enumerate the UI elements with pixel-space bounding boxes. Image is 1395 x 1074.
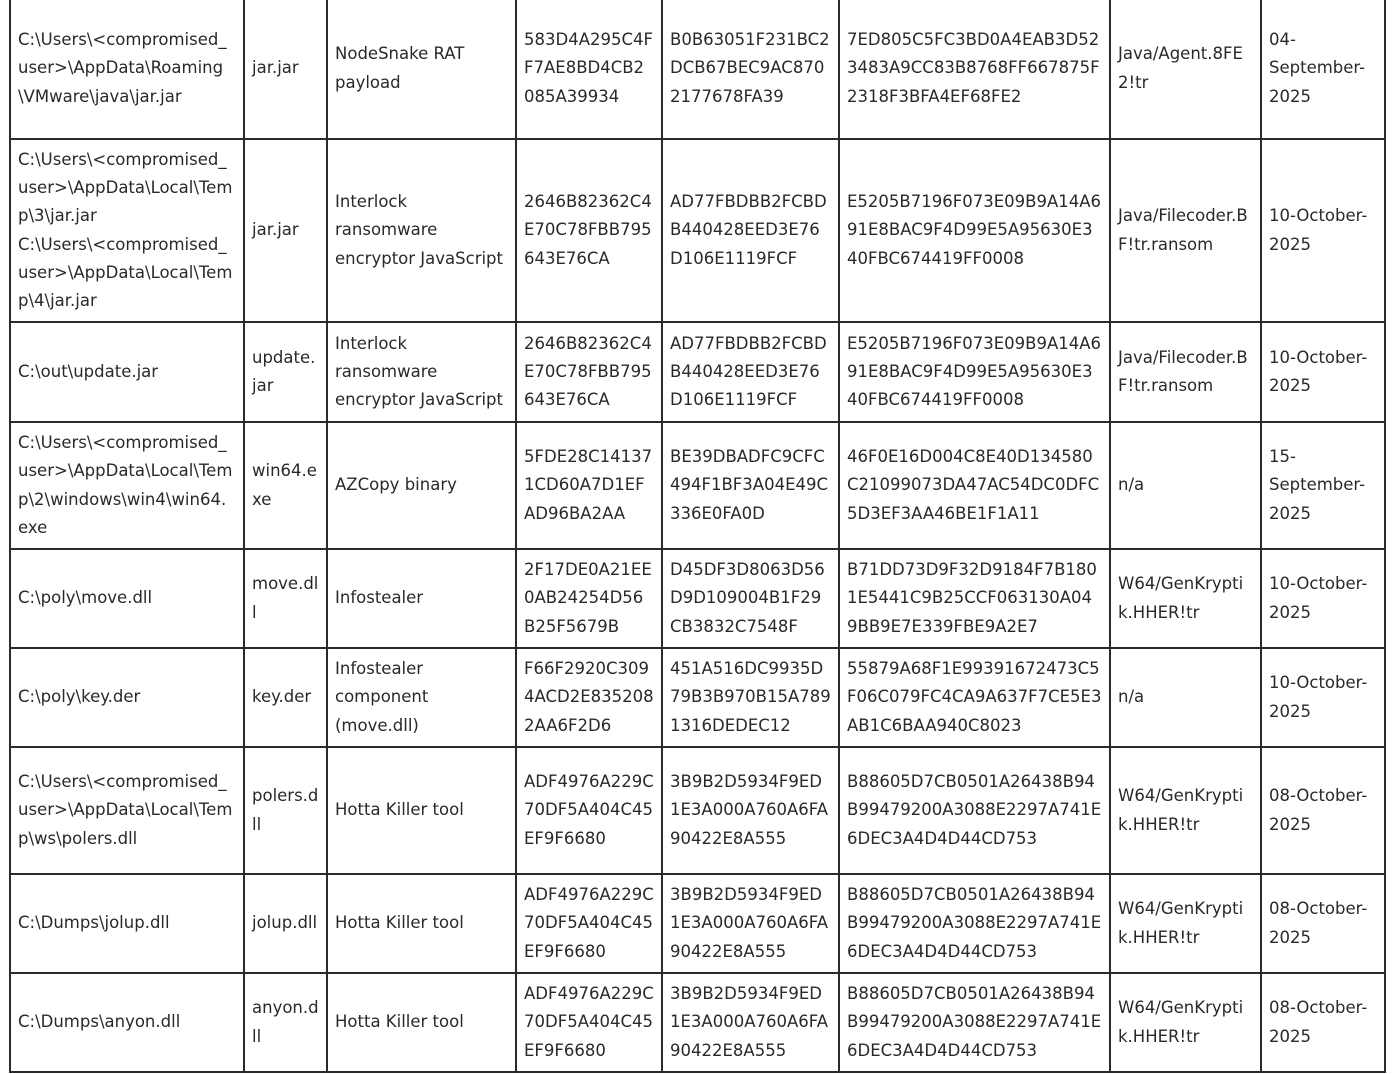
file-name-cell: anyon.dll xyxy=(244,973,327,1072)
description-cell: Interlock ransomware encryptor JavaScript xyxy=(327,139,516,322)
date-cell: 08-October-2025 xyxy=(1261,747,1385,874)
description-cell: Interlock ransomware encryptor JavaScript xyxy=(327,322,516,422)
sha256-hash-cell: 7ED805C5FC3BD0A4EAB3D523483A9CC83B8768FF667875F2318F3BFA4EF68FE2 xyxy=(839,0,1110,139)
detection-name-cell: W64/GenKryptik.HHER!tr xyxy=(1110,874,1261,973)
date-cell: 10-October-2025 xyxy=(1261,322,1385,422)
table-row xyxy=(10,422,1385,549)
sha1-hash-cell: 3B9B2D5934F9ED1E3A000A760A6FA90422E8A555 xyxy=(662,747,839,874)
md5-hash-cell: 2646B82362C4E70C78FBB795643E76CA xyxy=(516,322,662,422)
description-cell: Infostealer component (move.dll) xyxy=(327,648,516,747)
detection-name-cell: n/a xyxy=(1110,648,1261,747)
file-path: C:\Users\<compromised_user>\AppData\Local\Temp\3\jar.jar xyxy=(18,149,233,226)
table-row xyxy=(10,322,1385,422)
date-cell: 10-October-2025 xyxy=(1261,648,1385,747)
table-row xyxy=(10,0,1385,139)
description-cell: Hotta Killer tool xyxy=(327,874,516,973)
md5-hash-cell: 2F17DE0A21EE0AB24254D56B25F5679B xyxy=(516,549,662,648)
file-path: C:\Users\<compromised_user>\AppData\Roaming\VMware\java\jar.jar xyxy=(18,30,227,106)
file-name-cell: polers.dll xyxy=(244,747,327,874)
file-path-cell xyxy=(10,973,244,1072)
file-name-cell: update.jar xyxy=(244,322,327,422)
md5-hash-cell: F66F2920C3094ACD2E8352082AA6F2D6 xyxy=(516,648,662,747)
table-row xyxy=(10,747,1385,874)
file-path: C:\Users\<compromised_user>\AppData\Local\Temp\ws\polers.dll xyxy=(18,772,233,848)
detection-name-cell: W64/GenKryptik.HHER!tr xyxy=(1110,747,1261,874)
file-path: C:\Users\<compromised_user>\AppData\Local\Temp\4\jar.jar xyxy=(18,234,233,310)
file-path-cell xyxy=(10,648,244,747)
sha256-hash-cell: B88605D7CB0501A26438B94B99479200A3088E2297A741E6DEC3A4D4D44CD753 xyxy=(839,973,1110,1072)
sha1-hash-cell: 3B9B2D5934F9ED1E3A000A760A6FA90422E8A555 xyxy=(662,874,839,973)
file-name-cell: jar.jar xyxy=(244,139,327,322)
sha256-hash-cell: E5205B7196F073E09B9A14A691E8BAC9F4D99E5A95630E340FBC674419FF0008 xyxy=(839,322,1110,422)
detection-name-cell: Java/Filecoder.BF!tr.ransom xyxy=(1110,322,1261,422)
file-path-cell xyxy=(10,549,244,648)
detection-name-cell: W64/GenKryptik.HHER!tr xyxy=(1110,549,1261,648)
file-path-cell xyxy=(10,422,244,549)
sha256-hash-cell: 55879A68F1E99391672473C5F06C079FC4CA9A637F7CE5E3AB1C6BAA940C8023 xyxy=(839,648,1110,747)
md5-hash-cell: ADF4976A229C70DF5A404C45EF9F6680 xyxy=(516,973,662,1072)
description-cell: NodeSnake RAT payload xyxy=(327,0,516,139)
table-row xyxy=(10,648,1385,747)
file-name-cell: win64.exe xyxy=(244,422,327,549)
sha1-hash-cell: 451A516DC9935D79B3B970B15A7891316DEDEC12 xyxy=(662,648,839,747)
file-name-cell: jar.jar xyxy=(244,0,327,139)
sha1-hash-cell: AD77FBDBB2FCBDB440428EED3E76D106E1119FCF xyxy=(662,322,839,422)
sha1-hash-cell: BE39DBADFC9CFC494F1BF3A04E49C336E0FA0D xyxy=(662,422,839,549)
file-path-cell xyxy=(10,139,244,322)
detection-name-cell: Java/Agent.8FE2!tr xyxy=(1110,0,1261,139)
date-cell: 08-October-2025 xyxy=(1261,874,1385,973)
sha256-hash-cell: 46F0E16D004C8E40D134580C21099073DA47AC54DC0DFC5D3EF3AA46BE1F1A11 xyxy=(839,422,1110,549)
sha1-hash-cell: 3B9B2D5934F9ED1E3A000A760A6FA90422E8A555 xyxy=(662,973,839,1072)
file-path: C:\Users\<compromised_user>\AppData\Local\Temp\2\windows\win4\win64.exe xyxy=(18,433,233,537)
file-path: C:\poly\move.dll xyxy=(18,588,153,608)
description-cell: Hotta Killer tool xyxy=(327,973,516,1072)
date-cell: 04-September-2025 xyxy=(1261,0,1385,139)
date-cell: 10-October-2025 xyxy=(1261,139,1385,322)
file-path-cell xyxy=(10,322,244,422)
file-name-cell: jolup.dll xyxy=(244,874,327,973)
description-cell: AZCopy binary xyxy=(327,422,516,549)
detection-name-cell: W64/GenKryptik.HHER!tr xyxy=(1110,973,1261,1072)
detection-name-cell: n/a xyxy=(1110,422,1261,549)
date-cell: 10-October-2025 xyxy=(1261,549,1385,648)
sha1-hash-cell: B0B63051F231BC2DCB67BEC9AC8702177678FA39 xyxy=(662,0,839,139)
description-cell: Infostealer xyxy=(327,549,516,648)
table-row xyxy=(10,549,1385,648)
sha256-hash-cell: B71DD73D9F32D9184F7B1801E5441C9B25CCF063130A049BB9E7E339FBE9A2E7 xyxy=(839,549,1110,648)
sha256-hash-cell: E5205B7196F073E09B9A14A691E8BAC9F4D99E5A95630E340FBC674419FF0008 xyxy=(839,139,1110,322)
md5-hash-cell: 5FDE28C141371CD60A7D1EFAD96BA2AA xyxy=(516,422,662,549)
file-path: C:\Dumps\anyon.dll xyxy=(18,1012,181,1032)
description-cell: Hotta Killer tool xyxy=(327,747,516,874)
md5-hash-cell: ADF4976A229C70DF5A404C45EF9F6680 xyxy=(516,747,662,874)
sha1-hash-cell: AD77FBDBB2FCBDB440428EED3E76D106E1119FCF xyxy=(662,139,839,322)
md5-hash-cell: ADF4976A229C70DF5A404C45EF9F6680 xyxy=(516,874,662,973)
file-path: C:\poly\key.der xyxy=(18,687,141,707)
sha256-hash-cell: B88605D7CB0501A26438B94B99479200A3088E2297A741E6DEC3A4D4D44CD753 xyxy=(839,874,1110,973)
file-path-cell xyxy=(10,0,244,139)
sha256-hash-cell: B88605D7CB0501A26438B94B99479200A3088E2297A741E6DEC3A4D4D44CD753 xyxy=(839,747,1110,874)
table-row xyxy=(10,139,1385,322)
date-cell: 08-October-2025 xyxy=(1261,973,1385,1072)
md5-hash-cell: 2646B82362C4E70C78FBB795643E76CA xyxy=(516,139,662,322)
ioc-table xyxy=(9,0,1386,1073)
md5-hash-cell: 583D4A295C4FF7AE8BD4CB2085A39934 xyxy=(516,0,662,139)
file-path-cell xyxy=(10,747,244,874)
table-row xyxy=(10,874,1385,973)
detection-name-cell: Java/Filecoder.BF!tr.ransom xyxy=(1110,139,1261,322)
file-path-cell xyxy=(10,874,244,973)
file-name-cell: move.dll xyxy=(244,549,327,648)
sha1-hash-cell: D45DF3D8063D56D9D109004B1F29CB3832C7548F xyxy=(662,549,839,648)
file-path: C:\Dumps\jolup.dll xyxy=(18,913,170,933)
file-name-cell: key.der xyxy=(244,648,327,747)
table-row xyxy=(10,973,1385,1072)
date-cell: 15-September-2025 xyxy=(1261,422,1385,549)
file-path: C:\out\update.jar xyxy=(18,361,159,381)
